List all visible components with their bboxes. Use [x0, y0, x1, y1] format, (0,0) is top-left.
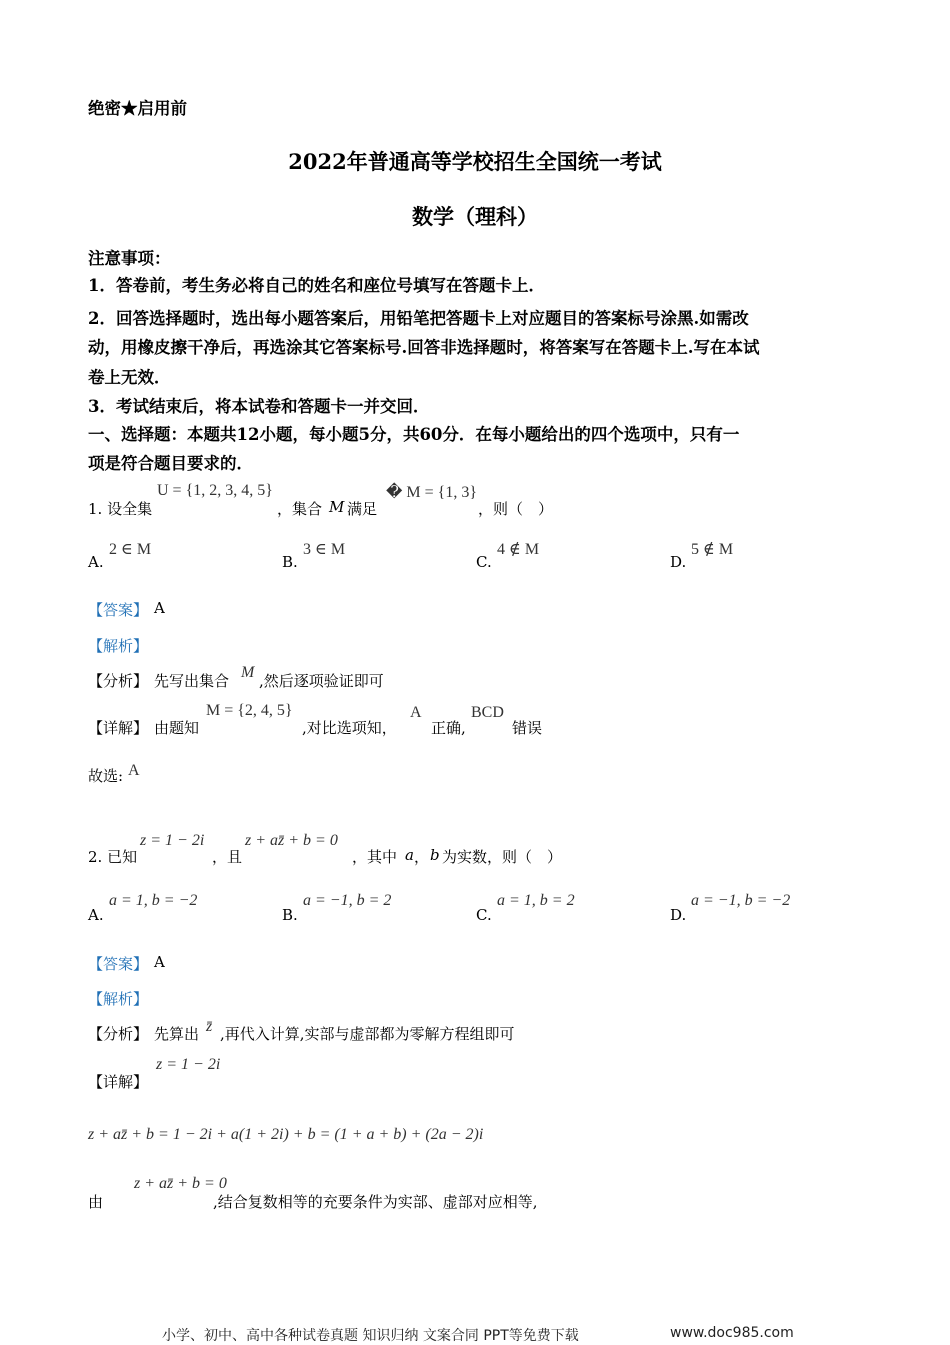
notes-item-2-line-3: 卷上无效． [88, 368, 171, 387]
q1-option-a-expr: 2 ∈ M [109, 541, 152, 558]
q1-var-m: M [329, 498, 345, 516]
q2-option-d-label: D. [670, 906, 687, 924]
q2-answer-tag: 【答案】 [88, 955, 149, 973]
q2-detail-tag: 【详解】 [88, 1073, 149, 1091]
q1-detail-text-a: 由题知 [154, 719, 200, 737]
q1-fenxi-text-a: 先写出集合 [154, 672, 230, 690]
q1-option-a-label: A. [88, 553, 104, 571]
section-heading-line-1: 一、选择题：本题共12小题，每小题5分，共60分．在每小题给出的四个选项中，只有一 [88, 425, 740, 444]
q1-end: ，则（ ） [478, 500, 554, 518]
q1-detail-options-bcd: BCD [471, 704, 504, 721]
q1-choose-value: A [128, 762, 140, 779]
q1-option-d-expr: 5 ∉ M [691, 541, 734, 558]
confidential-mark: 绝密★启用前 [88, 99, 187, 118]
q1-option-b-expr: 3 ∈ M [303, 541, 346, 558]
q2-answer: A [154, 953, 165, 971]
section-heading-line-2: 项是符合题目要求的． [88, 454, 253, 473]
q1-detail-text-b: ,对比选项知， [302, 719, 397, 737]
q1-universal-set: U = {1, 2, 3, 4, 5} [157, 482, 273, 499]
q1-fenxi-tag: 【分析】 [88, 672, 149, 690]
q1-analysis-tag: 【解析】 [88, 637, 149, 655]
q1-detail-set: M = {2, 4, 5} [206, 702, 293, 719]
q2-option-c-label: C. [476, 906, 492, 924]
q1-answer-tag: 【答案】 [88, 601, 149, 619]
footer-url[interactable]: www.doc985.com [670, 1325, 794, 1341]
q2-expansion: z + az̄ + b = 1 − 2i + a(1 + 2i) + b = (1 + a + b) + (2a − 2)i [88, 1126, 484, 1143]
notes-heading: 注意事项： [88, 249, 171, 268]
q2-by-text: 由 [88, 1193, 104, 1211]
q2-by-rest: ,结合复数相等的充要条件为实部、虚部对应相等, [213, 1193, 538, 1211]
q1-prefix: 1. 设全集 [88, 500, 153, 518]
q1-detail-option-a: A [410, 704, 422, 721]
q2-option-a-label: A. [88, 906, 104, 924]
q1-complement-expr: � M = {1, 3} [386, 484, 478, 501]
exam-title: 2022年普通高等学校招生全国统一考试 [288, 149, 662, 174]
q2-var-b: b [430, 846, 440, 864]
q1-option-d-label: D. [670, 553, 687, 571]
exam-subject: 数学（理科） [412, 204, 538, 229]
q1-detail-tag: 【详解】 [88, 719, 149, 737]
q1-mid-text: ，集合 [277, 500, 323, 518]
notes-item-3: 3．考试结束后，将本试卷和答题卡一并交回． [88, 397, 430, 416]
q1-answer: A [154, 599, 165, 617]
q2-option-b-expr: a = −1, b = 2 [303, 892, 392, 909]
q2-detail-z: z = 1 − 2i [156, 1056, 221, 1073]
q1-option-b-label: B. [282, 553, 298, 571]
q1-option-c-expr: 4 ∉ M [497, 541, 540, 558]
q2-var-a: a [405, 846, 414, 864]
q2-mid-text-1: ，且 [212, 848, 243, 866]
q2-fenxi-text-b: ,再代入计算,实部与虚部都为零解方程组即可 [220, 1025, 515, 1043]
q2-z-definition: z = 1 − 2i [140, 832, 205, 849]
q2-fenxi-text-a: 先算出 [154, 1025, 200, 1043]
notes-item-2-line-1: 2．回答选择题时，选出每小题答案后，用铅笔把答题卡上对应题目的答案标号涂黑.如需改 [88, 309, 749, 328]
notes-item-1: 1．答卷前，考生务必将自己的姓名和座位号填写在答题卡上． [88, 276, 545, 295]
footer-text: 小学、初中、高中各种试卷真题 知识归纳 文案合同 PPT等免费下载 [162, 1328, 579, 1344]
q1-detail-text-d: 错误 [512, 719, 543, 737]
q1-detail-text-c: 正确, [431, 719, 466, 737]
q2-fenxi-tag: 【分析】 [88, 1025, 149, 1043]
q2-by-equation: z + az̄ + b = 0 [134, 1175, 227, 1192]
q2-prefix: 2. 已知 [88, 848, 138, 866]
q2-analysis-tag: 【解析】 [88, 990, 149, 1008]
q2-option-d-expr: a = −1, b = −2 [691, 892, 791, 909]
notes-item-2-line-2: 动，用橡皮擦干净后，再选涂其它答案标号.回答非选择题时，将答案写在答题卡上.写在本试 [88, 338, 760, 357]
q2-end: 为实数，则（ ） [442, 848, 563, 866]
q2-equation: z + az̄ + b = 0 [245, 832, 338, 849]
q2-option-a-expr: a = 1, b = −2 [109, 892, 198, 909]
q2-mid-text-2: ，其中 [352, 848, 398, 866]
q1-option-c-label: C. [476, 553, 492, 571]
q1-satisfy: 满足 [347, 500, 378, 518]
q2-option-b-label: B. [282, 906, 298, 924]
q1-fenxi-var-m: M [241, 664, 255, 681]
q2-separator: ， [414, 848, 430, 866]
q2-fenxi-z-conjugate: z̄ [206, 1018, 213, 1035]
q2-option-c-expr: a = 1, b = 2 [497, 892, 575, 909]
q1-choose-text: 故选: [88, 767, 124, 785]
q1-fenxi-text-b: ,然后逐项验证即可 [259, 672, 384, 690]
